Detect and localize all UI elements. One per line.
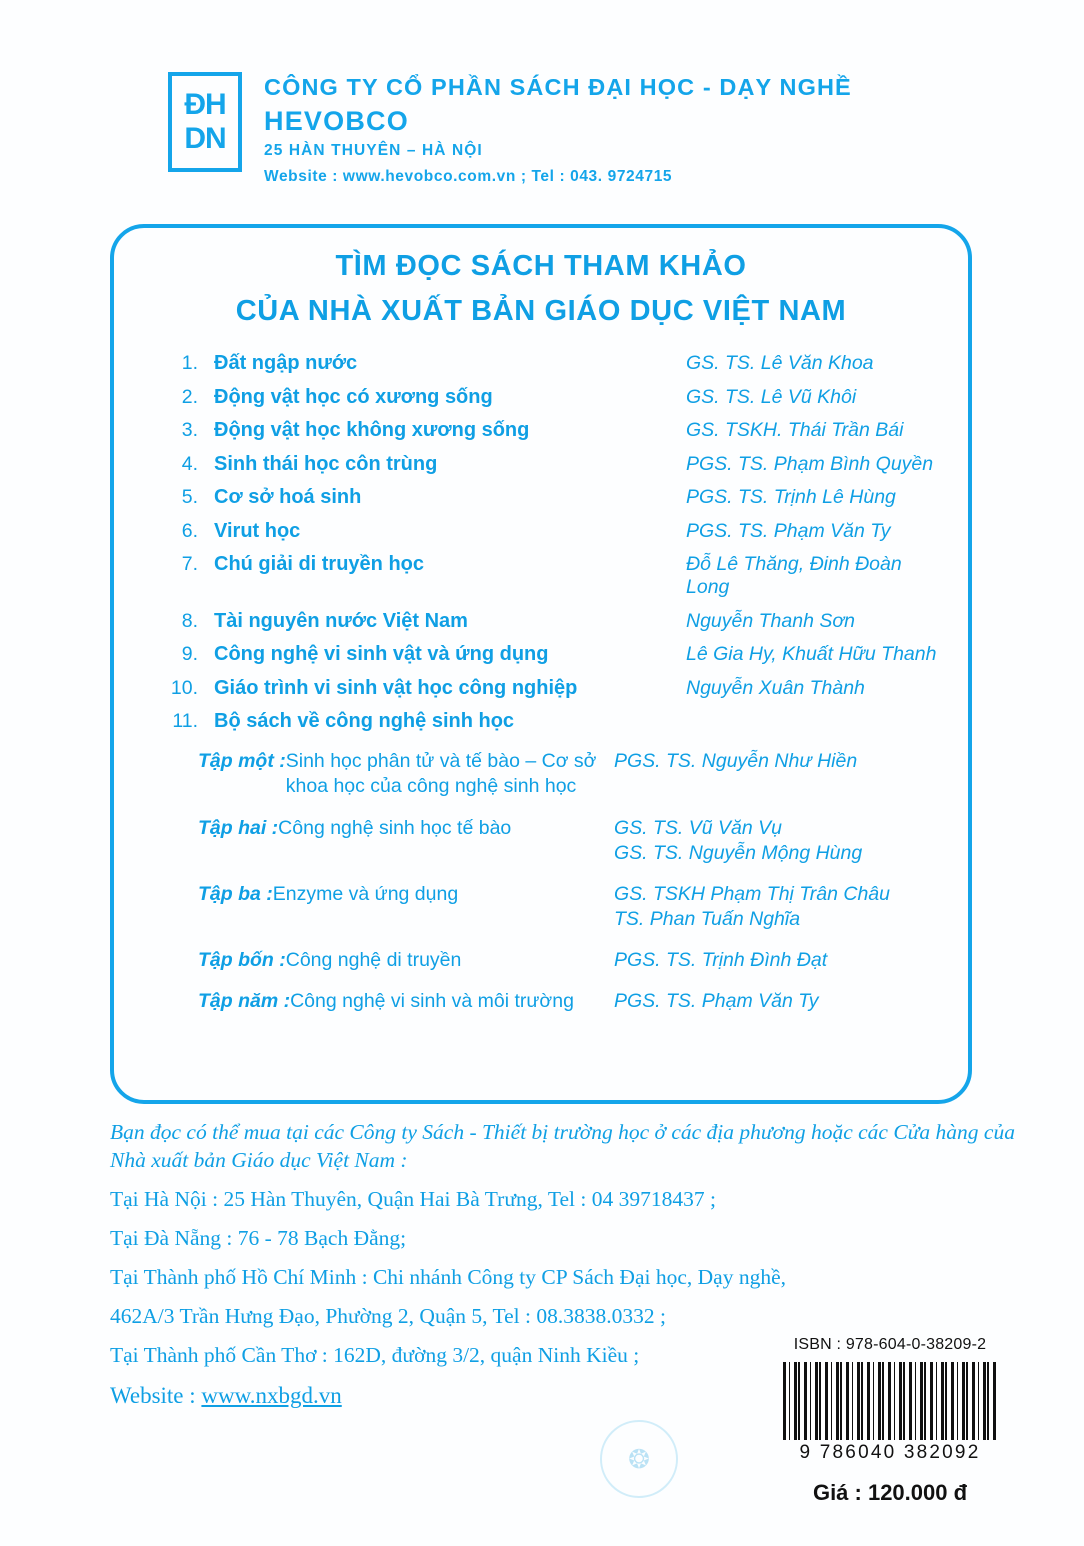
item-number: 2.	[181, 385, 198, 408]
item-author: GS. TSKH. Thái Trần Bái	[686, 419, 904, 441]
volume-title-cell	[142, 816, 614, 841]
reference-box-title: TÌM ĐỌC SÁCH THAM KHẢO	[335, 250, 747, 282]
item-author: PGS. TS. Phạm Bình Quyền	[686, 452, 934, 475]
list-item	[142, 520, 944, 543]
item-number: 5.	[181, 486, 198, 508]
list-item	[142, 610, 944, 633]
reference-box-subtitle: CỦA NHÀ XUẤT BẢN GIÁO DỤC VIỆT NAM	[235, 295, 847, 327]
item-title: Đất ngập nước	[214, 352, 358, 374]
footer-line: Tại Thành phố Cần Thơ : 162D, đường 3/2, quận Ninh Kiều ;	[110, 1342, 640, 1367]
item-author: GS. TS. Lê Văn Khoa	[686, 352, 874, 374]
item-author: Lê Gia Hy, Khuất Hữu Thanh	[686, 643, 937, 665]
item-title: Tài nguyên nước Việt Nam	[214, 609, 468, 632]
reference-books-list	[114, 352, 968, 1014]
volume-label: Tập một :	[198, 750, 286, 772]
volume-author: TS. Phan Tuấn Nghĩa	[614, 907, 801, 930]
item-title: Động vật học không xương sống	[214, 419, 530, 441]
item-title: Sinh thái học côn trùng	[214, 452, 438, 475]
item-author: Nguyễn Thanh Sơn	[686, 609, 855, 632]
volume-title-cell	[142, 989, 614, 1014]
volume-item	[142, 816, 944, 866]
item-author: PGS. TS. Trịnh Lê Hùng	[686, 486, 896, 508]
item-author: GS. TS. Lê Vũ Khôi	[686, 385, 857, 408]
volume-author: PGS. TS. Nguyễn Như Hiền	[614, 750, 858, 772]
volume-authors	[614, 989, 944, 1014]
volume-item	[142, 948, 944, 973]
item-title: Cơ sở hoá sinh	[214, 486, 362, 508]
footer-line: Tại Đà Nẵng : 76 - 78 Bạch Đằng;	[110, 1225, 407, 1250]
publisher-text-block	[264, 72, 852, 186]
volume-label: Tập ba :	[198, 882, 273, 905]
publisher-contact: Website : www.hevobco.com.vn ; Tel : 043. 9724715	[264, 168, 673, 185]
list-item	[142, 677, 944, 700]
volume-label: Tập năm :	[198, 989, 291, 1012]
volume-authors	[614, 948, 944, 973]
price-label: Giá : 120.000 đ	[812, 1480, 968, 1505]
list-item	[142, 352, 944, 375]
publisher-brand: HEVOBCO	[264, 106, 409, 136]
item-number: 8.	[181, 609, 198, 632]
item-title: Bộ sách về công nghệ sinh học	[214, 710, 515, 732]
volume-title-cell	[142, 749, 614, 800]
volume-item	[142, 882, 944, 932]
list-item	[142, 553, 944, 599]
item-number: 9.	[181, 643, 198, 665]
volume-author: PGS. TS. Trịnh Đình Đạt	[614, 948, 828, 971]
item-number: 3.	[181, 419, 198, 441]
item-author: Đỗ Lê Thăng, Đinh Đoàn Long	[686, 553, 902, 598]
volume-title: Enzyme và ứng dụng	[272, 882, 459, 905]
item-title: Virut học	[214, 519, 301, 542]
footer-intro: Bạn đọc có thể mua tại các Công ty Sách - Thiết bị trường học ở các địa phương hoặc các Cửa hàng của Nhà xuất bản Giáo dục Việt Nam :	[110, 1120, 1015, 1173]
volume-authors	[614, 882, 944, 932]
logo-bottom-text: DN	[184, 122, 226, 155]
volume-author: GS. TS. Vũ Văn Vụ	[614, 816, 782, 839]
reference-books-box	[110, 224, 972, 1104]
barcode-digits: 9 786040 382092	[799, 1442, 981, 1463]
list-item	[142, 386, 944, 409]
list-item	[142, 486, 944, 509]
volume-authors	[614, 816, 944, 866]
item-author: PGS. TS. Phạm Văn Ty	[686, 519, 891, 542]
list-item	[142, 419, 944, 442]
volume-title: Công nghệ vi sinh và môi trường	[290, 989, 574, 1012]
item-title: Giáo trình vi sinh vật học công nghiệp	[214, 676, 578, 699]
volume-title-cell	[142, 882, 614, 907]
item-number: 11.	[172, 710, 198, 732]
volume-label: Tập hai :	[198, 816, 279, 839]
footer-line: Tại Hà Nội : 25 Hàn Thuyên, Quận Hai Bà Trưng, Tel : 04 39718437 ;	[110, 1186, 716, 1211]
volume-author: GS. TS. Nguyễn Mộng Hùng	[614, 841, 863, 864]
item-number: 10.	[170, 676, 198, 699]
volume-author: PGS. TS. Phạm Văn Ty	[614, 989, 819, 1012]
publisher-stamp-icon: ❂	[600, 1420, 678, 1498]
footer-line: Tại Thành phố Hồ Chí Minh : Chi nhánh Công ty CP Sách Đại học, Dạy nghề,	[110, 1264, 787, 1289]
item-number: 4.	[181, 452, 198, 475]
isbn-barcode-block	[775, 1336, 1005, 1506]
volume-title-cell	[142, 948, 614, 973]
website-label: Website :	[110, 1383, 202, 1409]
item-number: 1.	[181, 352, 198, 374]
volume-item	[142, 749, 944, 800]
item-title: Chú giải di truyền học	[214, 553, 425, 575]
volume-item	[142, 989, 944, 1014]
publisher-address: 25 HÀN THUYÊN – HÀ NỘI	[264, 142, 483, 159]
volume-authors	[614, 749, 944, 774]
list-item	[142, 643, 944, 666]
item-author: Nguyễn Xuân Thành	[686, 676, 865, 699]
logo-top-text: ĐH	[184, 88, 226, 121]
publisher-logo	[168, 72, 242, 172]
isbn-text: ISBN : 978-604-0-38209-2	[793, 1336, 987, 1353]
barcode-image	[783, 1362, 998, 1440]
item-title: Công nghệ vi sinh vật và ứng dụng	[214, 643, 549, 665]
volume-title: Công nghệ di truyền	[285, 948, 462, 971]
volume-author: GS. TSKH Phạm Thị Trân Châu	[614, 882, 890, 905]
volume-title: Sinh học phân tử và tế bào – Cơ sở khoa học của công nghệ sinh học	[285, 750, 597, 798]
list-item	[142, 710, 944, 733]
item-number: 7.	[181, 553, 198, 575]
website-link[interactable]: www.nxbgd.vn	[201, 1383, 342, 1409]
publisher-header	[168, 72, 928, 186]
item-title: Động vật học có xương sống	[214, 385, 493, 408]
list-item	[142, 453, 944, 476]
volume-title: Công nghệ sinh học tế bào	[278, 816, 512, 839]
volume-label: Tập bốn :	[198, 948, 286, 971]
publisher-company-name: CÔNG TY CỔ PHẦN SÁCH ĐẠI HỌC - DẠY NGHỀ	[264, 74, 852, 100]
item-number: 6.	[181, 519, 198, 542]
footer-line: 462A/3 Trần Hưng Đạo, Phường 2, Quận 5, Tel : 08.3838.0332 ;	[110, 1303, 666, 1328]
